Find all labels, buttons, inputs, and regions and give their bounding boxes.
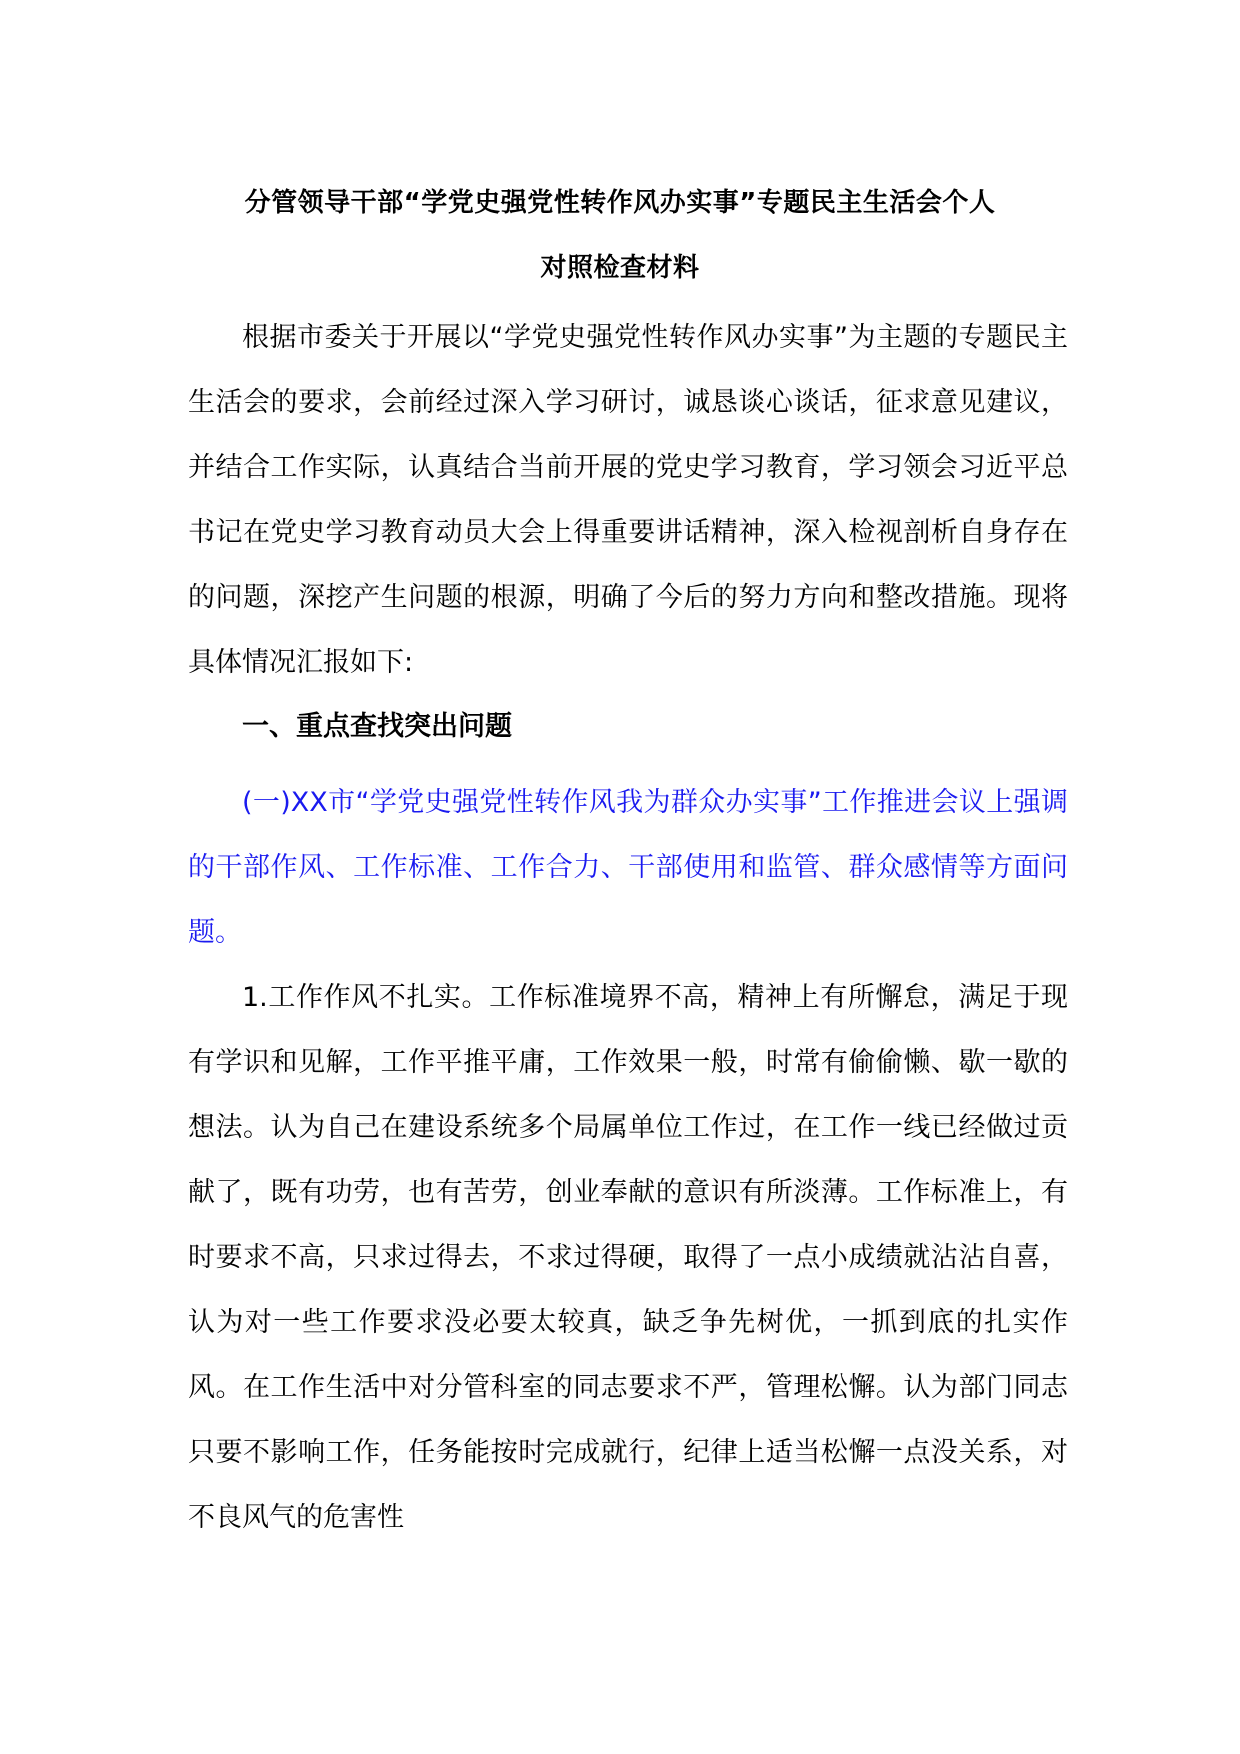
section-heading-1: 一、重点查找突出问题 (242, 711, 512, 742)
point-1-paragraph: 1.工作作风不扎实。工作标准境界不高，精神上有所懈怠，满足于现有学识和见解，工作平推平庸，工作效果一般，时常有偷偷懒、歇一歇的想法。认为自己在建设系统多个局属单位工作过，在工作一线已经做过贡献了，既有功劳，也有苦劳，创业奉献的意识有所淡薄。工作标准上，有时要求不高，只求过得去，不求过得硬，取得了一点小成绩就沾沾自喜，认为对一些工作要求没必要太较真，缺乏争先树优，一抓到底的扎实作风。在工作生活中对分管科室的同志要求不严，管理松懈。认为部门同志只要不影响工作，任务能按时完成就行，纪律上适当松懈一点没关系，对不良风气的危害性 (188, 982, 1068, 1533)
document-title-line-1: 分管领导干部“学党史强党性转作风办实事”专题民主生活会个人 (244, 188, 996, 218)
intro-paragraph: 根据市委关于开展以“学党史强党性转作风办实事”为主题的专题民主生活会的要求，会前经过深入学习研讨，诚恳谈心谈话，征求意见建议，并结合工作实际，认真结合当前开展的党史学习教育，学习领会习近平总书记在党史学习教育动员大会上得重要讲话精神，深入检视剖析自身存在的问题，深挖产生问题的根源，明确了今后的努力方向和整改措施。现将具体情况汇报如下: (188, 322, 1068, 678)
document-title-line-2: 对照检查材料 (540, 253, 700, 283)
subsection-heading-1: (一)XX市“学党史强党性转作风我为群众办实事”工作推进会议上强调的干部作风、工作标准、工作合力、干部使用和监管、群众感情等方面问题。 (188, 787, 1068, 948)
